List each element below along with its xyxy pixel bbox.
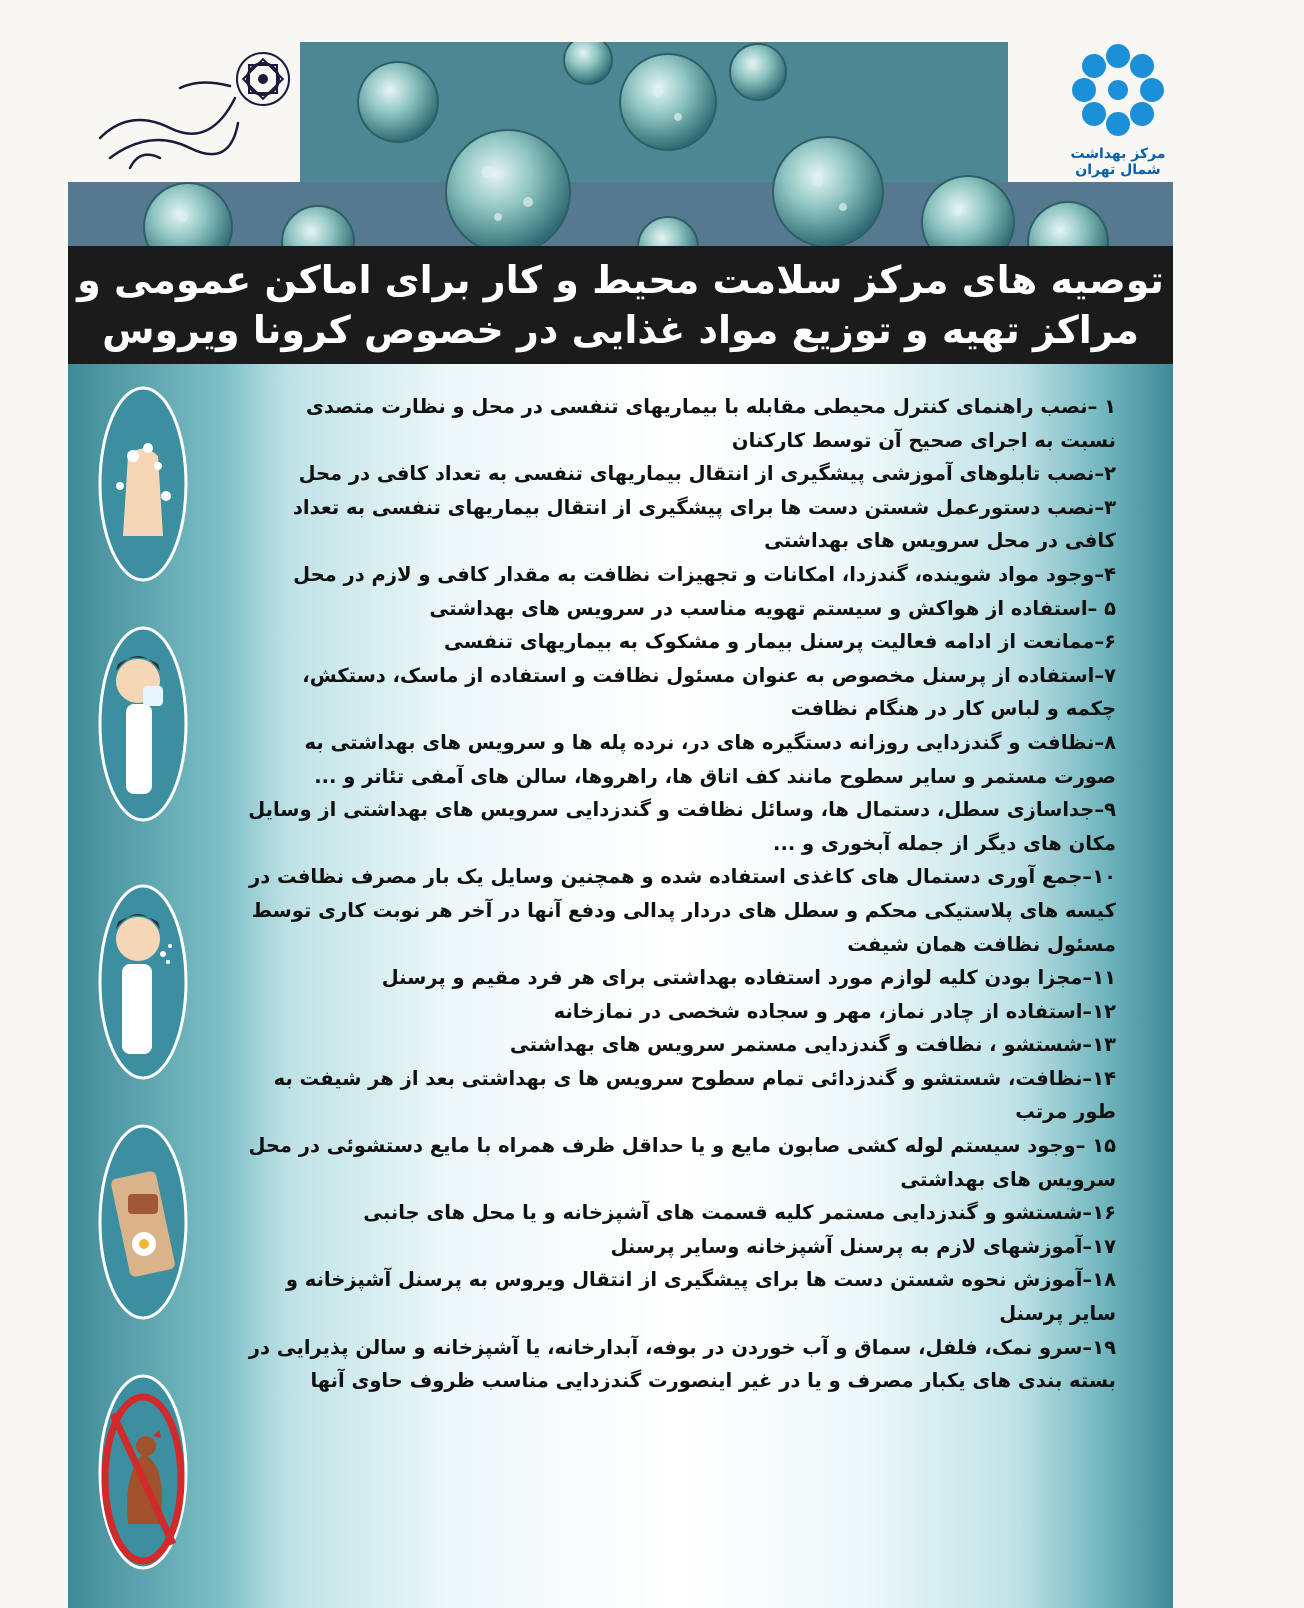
list-item: ۹–جداسازی سطل، دستمال ها، وسائل نظافت و گندزدایی سرویس های بهداشتی از وسایل مکان های دیگر از جمله آبخوری و ... (248, 798, 1116, 855)
list-item: ۲–نصب تابلوهای آموزشی پیشگیری از انتقال بیماریهای تنفسی به تعداد کافی در محل (298, 462, 1116, 486)
health-center-caption: مرکز بهداشت شمال تهران (1070, 146, 1166, 178)
list-item: ۵ –استفاده از هواکش و سیستم تهویه مناسب در سرویس های بهداشتی (429, 596, 1116, 620)
list-item: ۶–ممانعت از ادامه فعالیت پرسنل بیمار و مشکوک به بیماریهای تنفسی (444, 630, 1116, 654)
list-item: ۱۰–جمع آوری دستمال های کاغذی استفاده شده و همچنین وسایل یک بار مصرف نظافت در کیسه های پلاستیکی محکم و سطل های دردار پدالی ودفع آنها در آخر هر نوبت کاری توسط مسئول نظافت همان شیفت (249, 865, 1116, 956)
title-line-1: توصیه های مرکز سلامت محیط و کار برای اماکن عمومی و (77, 258, 1164, 302)
list-item: ۱۷–آموزشهای لازم به پرسنل آشپزخانه وسایر پرسنل (610, 1234, 1116, 1258)
university-seal-icon (232, 48, 294, 110)
list-item: ۱۸–آموزش نحوه شستن دست ها برای پیشگیری از انتقال ویروس به پرسنل آشپزخانه و سایر پرسنل (285, 1268, 1116, 1326)
no-poultry-icon (98, 1374, 188, 1570)
coughing-person-icon (98, 884, 188, 1080)
university-script-icon (90, 68, 240, 178)
list-item: ۱۶–شستشو و گندزدایی مستمر کلیه قسمت های آشپزخانه و یا محل های جانبی (363, 1201, 1116, 1225)
list-item: ۱۲–استفاده از چادر نماز، مهر و سجاده شخصی در نمازخانه (553, 999, 1116, 1023)
list-item: ۷–استفاده از پرسنل مخصوص به عنوان مسئول نظافت و استفاده از ماسک، دستکش، چکمه و لباس کار در هنگام نظافت (302, 663, 1116, 721)
hand-washing-icon (98, 386, 188, 582)
food-tray-icon (98, 1124, 188, 1320)
recommendations-list (248, 390, 1116, 1600)
sneezing-person-icon (98, 626, 188, 822)
list-item: ۱ –نصب راهنمای کنترل محیطی مقابله با بیماریهای تنفسی در محل و نظارت متصدی نسبت به اجرای صحیح آن توسط کارکنان (306, 395, 1116, 452)
health-center-logo (1048, 30, 1248, 178)
list-item: ۴–وجود مواد شوینده، گندزدا، امکانات و تجهیزات نظافت به مقدار کافی و لازم در محل (293, 562, 1116, 586)
poster-title (68, 246, 1173, 364)
university-logo (80, 28, 302, 178)
health-center-emblem-icon (1068, 40, 1168, 140)
list-item: ۱۹–سرو نمک، فلفل، سماق و آب خوردن در بوفه، آبدارخانه، یا آشپزخانه و سالن پذیرایی در بسته بندی های یکبار مصرف و یا در غیر اینصورت گندزدایی مناسب ظروف حاوی آنها (248, 1335, 1116, 1393)
title-line-2: مراکز تهیه و توزیع مواد غذایی در خصوص کرونا ویروس (102, 308, 1139, 352)
list-item: ۱۴–نظافت، شستشو و گندزدائی تمام سطوح سرویس ها ی بهداشتی بعد از هر شیفت به طور مرتب (273, 1066, 1116, 1124)
list-item: ۱۳–شستشو ، نظافت و گندزدایی مستمر سرویس های بهداشتی (509, 1033, 1116, 1057)
list-item: ۱۵ –وجود سیستم لوله کشی صابون مایع و یا حداقل ظرف همراه با مایع دستشوئی در محل سرویس های بهداشتی (248, 1134, 1116, 1191)
list-item: ۳–نصب دستورعمل شستن دست ها برای پیشگیری از انتقال بیماریهای تنفسی به تعداد کافی در محل سرویس های بهداشتی (292, 495, 1116, 553)
recommendations-panel (68, 364, 1173, 1608)
list-item: ۱۱–مجزا بودن کلیه لوازم مورد استفاده بهداشتی برای هر فرد مقیم و پرسنل (381, 966, 1116, 990)
list-item: ۸–نظافت و گندزدایی روزانه دستگیره های در، نرده پله ها و سرویس های بهداشتی به صورت مستمر و سایر سطوح مانند کف اتاق ها، راهروها، سالن های آمفی تئاتر و ... (304, 730, 1116, 788)
